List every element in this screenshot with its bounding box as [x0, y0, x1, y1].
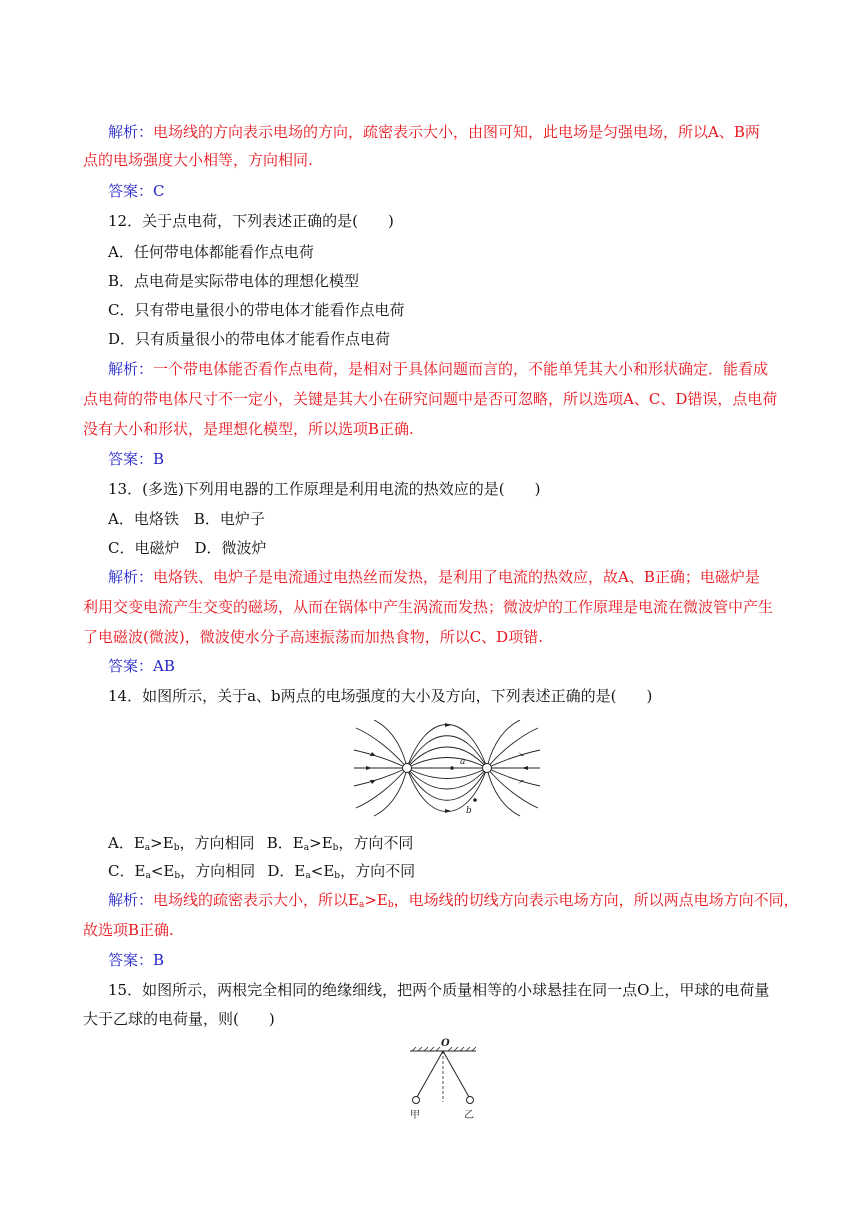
- question-14-options-row-1: [108, 833, 413, 858]
- question-12-option-d: D．只有质量很小的带电体才能看作点电荷: [108, 330, 391, 348]
- analysis-text: 一个带电体能否看作点电荷，是相对于具体问题而言的，不能单凭其大小和形状确定．能看成: [153, 360, 769, 378]
- question-14-stem: 14．如图所示，关于a、b两点的电场强度的大小及方向，下列表述正确的是( ): [108, 687, 653, 705]
- question-13-options-row-2: C．电磁炉 D．微波炉: [108, 539, 267, 557]
- pendulum-figure: [400, 1036, 490, 1126]
- analysis-13-line-1: [108, 567, 760, 587]
- point-a-label: a: [460, 757, 466, 767]
- answer-value: AB: [153, 657, 175, 675]
- answer-label: 答案：: [108, 182, 154, 200]
- analysis-12-line-3: 没有大小和形状，是理想化模型，所以选项B正确.: [83, 420, 414, 438]
- analysis-text: 电烙铁、电炉子是电流通过电热丝而发热，是利用了电流的热效应，故A、B正确；电磁炉是: [153, 568, 760, 586]
- analysis-13-line-3: 了电磁波(微波)，微波使水分子高速振荡而加热食物，所以C、D项错.: [83, 628, 543, 646]
- question-13-stem: 13．(多选)下列用电器的工作原理是利用电流的热效应的是( ): [108, 480, 541, 498]
- answer-12: [108, 449, 164, 469]
- answer-11: [108, 181, 165, 201]
- analysis-label: 解析：: [108, 123, 154, 141]
- analysis-label: 解析：: [108, 360, 154, 378]
- question-15-stem-line-2: 大于乙球的电荷量，则( ): [83, 1010, 275, 1028]
- answer-label: 答案：: [108, 951, 154, 969]
- ball-yi-label: 乙: [464, 1110, 474, 1121]
- analysis-14-line-2: 故选项B正确.: [83, 921, 174, 939]
- answer-value: B: [153, 450, 165, 468]
- answer-13: [108, 656, 175, 676]
- answer-value: C: [153, 182, 165, 200]
- analysis-label: 解析：: [108, 568, 154, 586]
- point-o-label: O: [441, 1038, 450, 1049]
- analysis-12-line-1: [108, 359, 768, 379]
- question-12-option-a: A．任何带电体都能看作点电荷: [108, 243, 314, 261]
- analysis-11-line-1: [108, 122, 760, 142]
- option-b: B．$E_a>E_b$，方向不同: [266, 834, 414, 853]
- analysis-text: 电场线的疏密表示大小，所以$E_a>E_b$，电场线的切线方向表示电场方向，所以两点电场方向不同，: [153, 891, 799, 910]
- answer-value: B: [153, 951, 165, 969]
- analysis-label: 解析：: [108, 891, 154, 909]
- question-14-options-row-2: [108, 861, 415, 886]
- answer-label: 答案：: [108, 450, 154, 468]
- question-13-options-row-1: A．电烙铁 B．电炉子: [108, 510, 265, 528]
- question-15-stem-line-1: 15．如图所示，两根完全相同的绝缘细线，把两个质量相等的小球悬挂在同一点O上，甲球的电荷量: [108, 981, 770, 999]
- question-12-option-c: C．只有带电量很小的带电体才能看作点电荷: [108, 301, 405, 319]
- answer-label: 答案：: [108, 657, 154, 675]
- question-12-option-b: B．点电荷是实际带电体的理想化模型: [108, 272, 360, 290]
- answer-14: [108, 950, 164, 970]
- field-lines-figure: [352, 720, 542, 820]
- analysis-12-line-2: 点电荷的带电体尺寸不一定小，关键是其大小在研究问题中是否可忽略，所以选项A、C、D错误，点电荷: [83, 390, 778, 408]
- point-b-label: b: [466, 806, 472, 816]
- question-12-stem: 12．关于点电荷，下列表述正确的是( ): [108, 212, 394, 230]
- analysis-13-line-2: 利用交变电流产生交变的磁场，从而在锅体中产生涡流而发热；微波炉的工作原理是电流在微波管中产生: [83, 598, 774, 616]
- analysis-text: 电场线的方向表示电场的方向，疏密表示大小，由图可知，此电场是匀强电场，所以A、B两: [153, 123, 760, 141]
- analysis-14-line-1: [108, 890, 799, 915]
- option-c: C．$E_a<E_b$，方向相同: [108, 862, 256, 881]
- analysis-11-line-2: 点的电场强度大小相等，方向相同.: [83, 151, 313, 169]
- ball-jia-label: 甲: [410, 1110, 420, 1121]
- option-a: A．$E_a>E_b$，方向相同: [108, 834, 255, 853]
- option-d: D．$E_a<E_b$，方向不同: [267, 862, 416, 881]
